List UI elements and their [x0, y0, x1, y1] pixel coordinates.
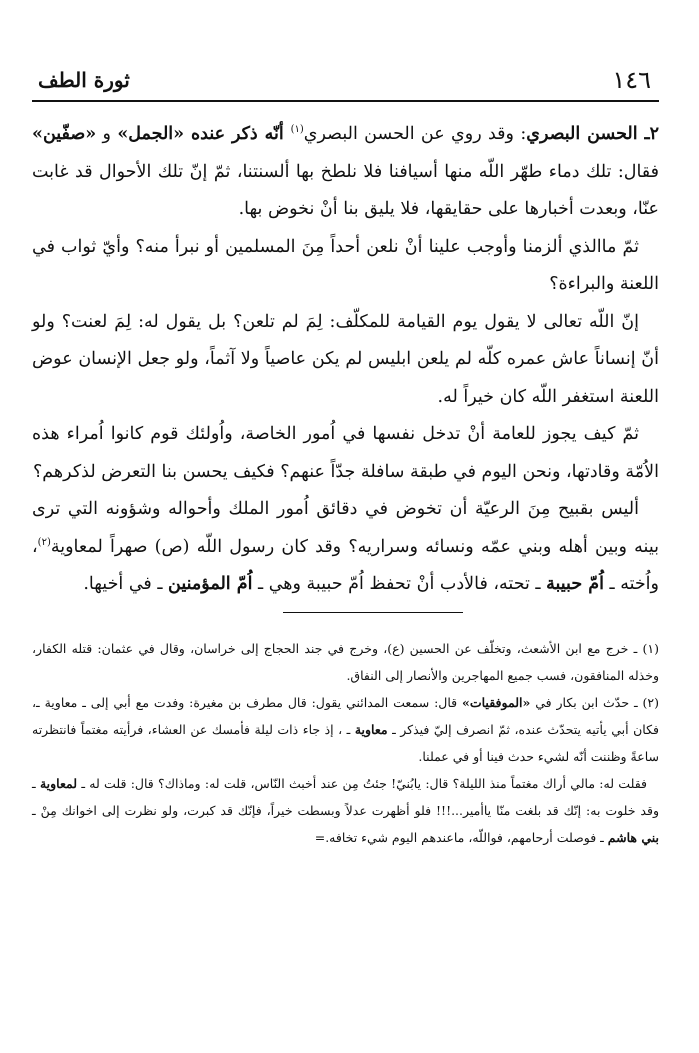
- bold-term-siffin: «صفّين»: [32, 124, 97, 144]
- text-run: قال: سمعت المدائني يقول: قال مطرف بن مغيرة: وفدت مع أبي إلى ـ معاوية ـ، فكان أبي يأتيه يتحدّث عنده، ثمّ انصرف إليّ فيذكر ـ: [32, 694, 659, 737]
- paragraph-4: ثمّ كيف يجوز للعامة أنْ تدخل نفسها في اُمور الخاصة، واُولئك قوم كانوا اُمراء هذه الاُمّة وقادتها، ونحن اليوم في طبقة سافلة جدّاً عنهم؟ فكيف يحسن بنا التعرض لذكرهم؟: [32, 424, 659, 482]
- text-run: (٢) ـ حدّث ابن بكار في: [530, 694, 659, 710]
- bold-term-umm-habiba: اُمّ حبيبة: [546, 574, 604, 594]
- footnote-ref-2: (٢): [37, 536, 51, 548]
- footnote-1: (١) ـ خرج مع ابن الأشعث، وتخلّف عن الحسين (ع)، وخرج في جند الحجاج إلى خراسان، وقال في عثمان: قتله الكفار، وخذله المنافقون، فسب جميع المهاجرين والأنصار إلى النفاق.: [32, 640, 659, 683]
- page-number: ١٤٦: [612, 66, 651, 94]
- text-run: أليس بقبيح مِنَ الرعيّة أن تخوض في دقائق اُمور الملك وأحواله وشؤونه التي ترى بينه وبين أهله وبني عمّه ونسائه وسراريه؟ وقد كان رسول اللّه (ص) صهراً لمعاوية: [32, 499, 659, 557]
- text-run: : وقد روي عن الحسن البصري: [303, 124, 527, 144]
- bold-term-muawiya: معاوية: [354, 721, 388, 737]
- running-title: ثورة الطف: [38, 68, 130, 92]
- text-run: ، واُخته ـ: [32, 536, 659, 594]
- footnote-ref-1: (١): [290, 124, 304, 136]
- text-run: ـ فوصلت أرحامهم، فواللّه، ماعندهم اليوم شيء تخافه.=: [314, 829, 608, 845]
- footnote-2-continued: [32, 770, 659, 851]
- item-number: ٢ـ: [637, 124, 659, 144]
- paragraph-hasan-basri: [32, 116, 659, 229]
- book-page: [32, 60, 659, 851]
- text-run: ـ في أخيها.: [83, 574, 169, 594]
- text-run: أنّه ذكر عنده: [184, 124, 291, 144]
- footnote-divider: [283, 612, 463, 613]
- main-text: [32, 116, 659, 604]
- page-header: [32, 60, 659, 102]
- text-run: و: [96, 124, 118, 144]
- bold-term-umm-muminin: اُمّ المؤمنين: [168, 574, 253, 594]
- text-run: ـ وقد خلوت به: إنّك قد بلغت منّا ياأمير...!!! فلو أظهرت عدلاً وبسطت خيراً، فإنّك قد كبرت، ولو نظرت إلى اخوانك مِنْ ـ: [32, 775, 659, 818]
- section-name: الحسن البصري: [526, 124, 638, 144]
- bold-term-bani-hashim: بني هاشم: [607, 829, 659, 845]
- footnotes: [32, 635, 659, 851]
- footnote-2: [32, 689, 659, 770]
- paragraph-3: إنّ اللّه تعالى لا يقول يوم القيامة للمكلّف: لِمَ لم تلعن؟ بل يقول له: لِمَ لعنت؟ ولو أنّ إنساناً عاش عمره كلّه لم يلعن ابليس لم يكن عاصياً ولا آثماً، ولو جعل الإنسان عوض اللعنة استغفر اللّه كان خيراً له.: [32, 311, 659, 407]
- text-run: فقلت له: مالي أراك مغتماً منذ الليلة؟ قال: يابُنيّ! جئتُ مِن عند أخبث النّاس، قلت له: وماذاك؟ قال: قلت له ـ: [77, 775, 648, 791]
- text-run: ـ تحته، فالأدب أنْ تحفظ اُمّ حبيبة وهي ـ: [252, 574, 547, 594]
- bold-term-jamal: «الجمل»: [117, 124, 185, 144]
- bold-term-muwaffaqiyat: «الموفقيات»: [462, 694, 531, 710]
- text-run: ـ ، إذ جاء ذات ليلة فأمسك عن العشاء، فرأيته مغتماً فانتظرته ساعةً وظننت أنّه لشيء حدث فينا أو في عملنا.: [32, 721, 659, 764]
- text-run: فقال: تلك دماء طهّر اللّه منها أسيافنا فلا نلطخ بها ألسنتنا، ثمّ إنّ تلك الأحوال قد غابت عنّا، وبعدت أخبارها على حقايقها، فلا يليق بنا أنْ نخوض بها.: [32, 161, 659, 219]
- paragraph-2: ثمّ ماالذي ألزمنا وأوجب علينا أنْ نلعن أحداً مِنَ المسلمين أو نبرأ منه؟ وأيّ ثواب في اللعنة والبراءة؟: [32, 236, 659, 294]
- bold-term-li-muawiya: لمعاوية: [39, 775, 78, 791]
- paragraph-5: [32, 491, 659, 604]
